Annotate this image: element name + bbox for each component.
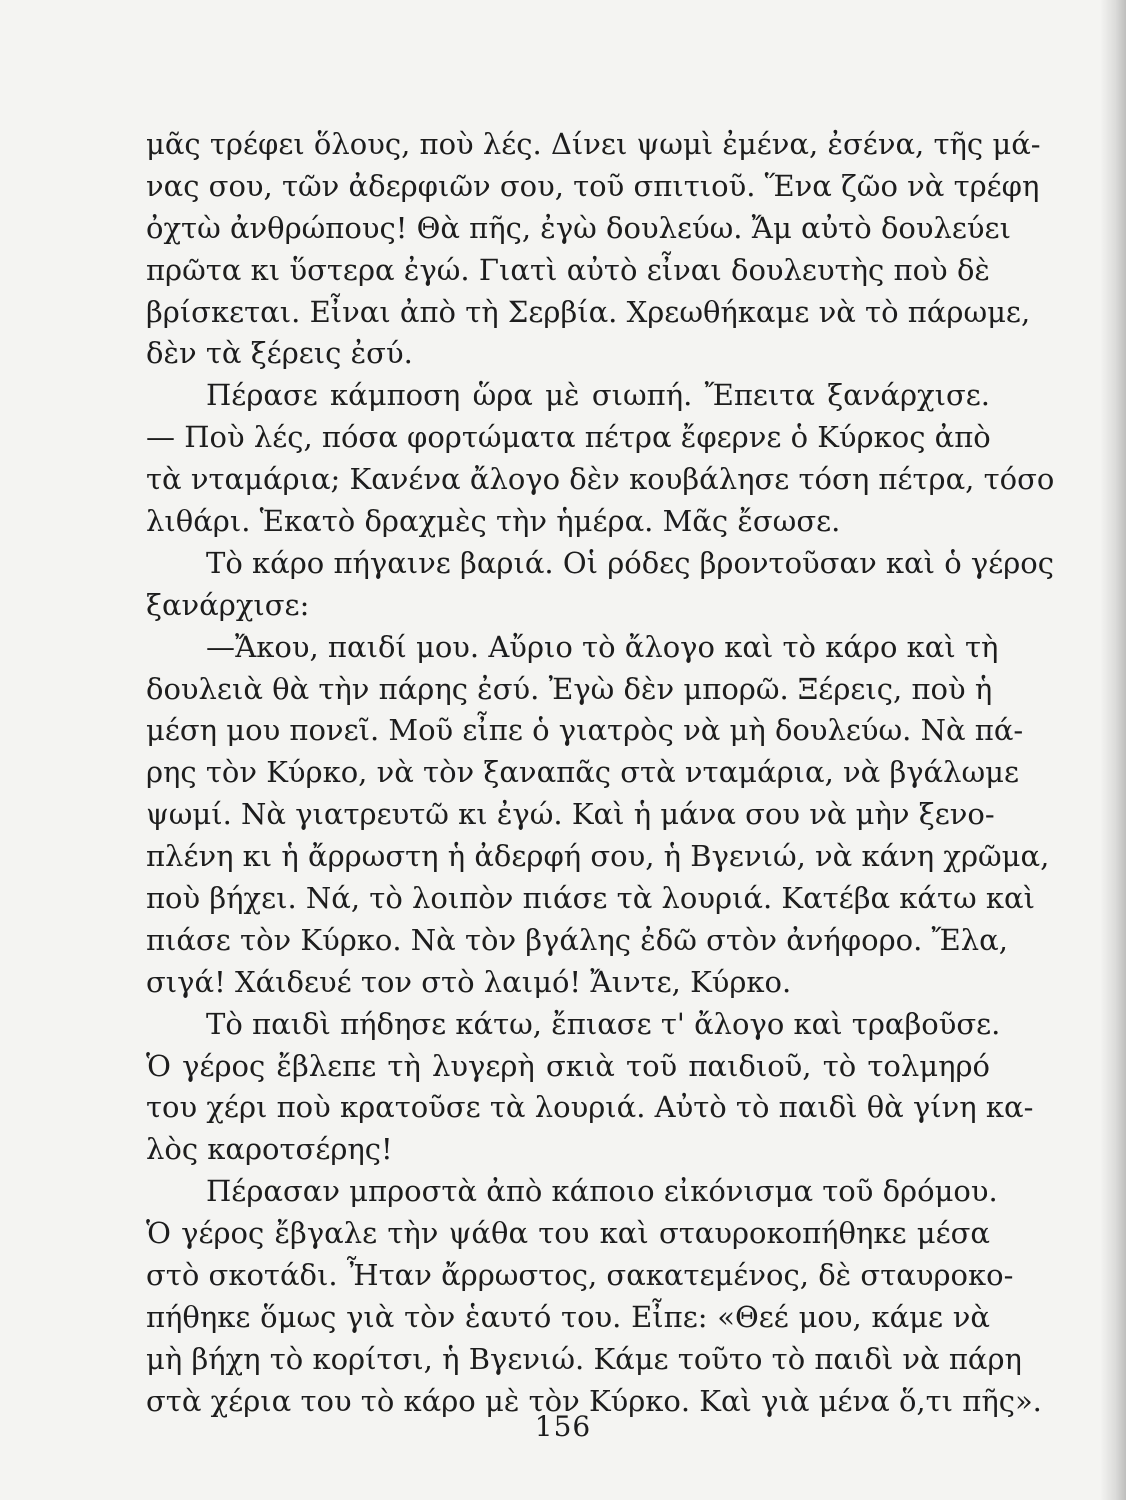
- text-line: Πέρασαν μπροστὰ ἀπὸ κάποιο εἰκόνισμα τοῦ δρόμου.: [206, 1174, 998, 1209]
- text-line: μέση μου πονεῖ. Μοῦ εἶπε ὁ γιατρὸς νὰ μὴ δουλεύω. Νὰ πά-: [146, 713, 1024, 748]
- text-line: δουλειὰ θὰ τὴν πάρης ἐσύ. Ἐγὼ δὲν μπορῶ. Ξέρεις, ποὺ ἡ: [146, 671, 993, 706]
- text-line: Ὁ γέρος ἔβγαλε τὴν ψάθα του καὶ σταυροκοπήθηκε μέσα: [146, 1216, 990, 1251]
- text-line: Πέρασε κάμποση ὥρα μὲ σιωπή. Ἔπειτα ξανάρχισε.: [206, 378, 990, 413]
- text-line: βρίσκεται. Εἶναι ἀπὸ τὴ Σερβία. Χρεωθήκαμε νὰ τὸ πάρωμε,: [146, 294, 1031, 329]
- text-line: του χέρι ποὺ κρατοῦσε τὰ λουριά. Αὐτὸ τὸ παιδὶ θὰ γίνη κα-: [146, 1090, 1034, 1125]
- text-line: ψωμί. Νὰ γιατρευτῶ κι ἐγώ. Καὶ ἡ μάνα σου νὰ μὴν ξενο-: [146, 797, 995, 832]
- text-line: στὰ χέρια του τὸ κάρο μὲ τὸν Κύρκο. Καὶ γιὰ μένα ὅ,τι πῆς».: [146, 1383, 1042, 1418]
- text-line: ὀχτὼ ἀνθρώπους! Θὰ πῆς, ἐγὼ δουλεύω. Ἄμ αὐτὸ δουλεύει: [146, 210, 1011, 245]
- text-line: μὴ βήχη τὸ κορίτσι, ἡ Βγενιώ. Κάμε τοῦτο τὸ παιδὶ νὰ πάρη: [146, 1341, 1022, 1376]
- text-line: ποὺ βήχει. Νά, τὸ λοιπὸν πιάσε τὰ λουριά. Κατέβα κάτω καὶ: [146, 881, 1035, 916]
- text-line: λὸς καροτσέρης!: [146, 1132, 393, 1167]
- body-text: [146, 124, 1055, 1423]
- text-line: —Ἄκου, παιδί μου. Αὔριο τὸ ἄλογο καὶ τὸ κάρο καὶ τὴ: [206, 629, 999, 664]
- text-line: δὲν τὰ ξέρεις ἐσύ.: [146, 336, 413, 371]
- text-line: στὸ σκοτάδι. Ἦταν ἄρρωστος, σακατεμένος, δὲ σταυροκο-: [146, 1258, 1014, 1293]
- text-line: πλένη κι ἡ ἄρρωστη ἡ ἀδερφή σου, ἡ Βγενιώ, νὰ κάνη χρῶμα,: [146, 839, 1050, 874]
- text-line: πήθηκε ὅμως γιὰ τὸν ἑαυτό του. Εἶπε: «Θεέ μου, κάμε νὰ: [146, 1299, 990, 1334]
- text-line: ρης τὸν Κύρκο, νὰ τὸν ξαναπᾶς στὰ νταμάρια, νὰ βγάλωμε: [146, 755, 1020, 790]
- text-line: τὰ νταμάρια; Κανένα ἄλογο δὲν κουβάλησε τόση πέτρα, τόσο: [146, 462, 1055, 497]
- text-line: Τὸ κάρο πήγαινε βαριά. Οἱ ρόδες βροντοῦσαν καὶ ὁ γέρος: [206, 545, 1054, 580]
- page-number: 156: [534, 1410, 592, 1443]
- text-line: Ὁ γέρος ἔβλεπε τὴ λυγερὴ σκιὰ τοῦ παιδιοῦ, τὸ τολμηρό: [146, 1048, 990, 1083]
- text-line: πρῶτα κι ὕστερα ἐγώ. Γιατὶ αὐτὸ εἶναι δουλευτὴς ποὺ δὲ: [146, 252, 990, 287]
- text-line: νας σου, τῶν ἀδερφιῶν σου, τοῦ σπιτιοῦ. Ἕνα ζῶο νὰ τρέφη: [146, 168, 1040, 203]
- text-line: ξανάρχισε:: [146, 587, 310, 622]
- page-binding-edge: [1100, 0, 1126, 1500]
- text-line: πιάσε τὸν Κύρκο. Νὰ τὸν βγάλης ἐδῶ στὸν ἀνήφορο. Ἔλα,: [146, 922, 1008, 957]
- text-line: μᾶς τρέφει ὅλους, ποὺ λές. Δίνει ψωμὶ ἐμένα, ἐσένα, τῆς μά-: [146, 127, 1041, 161]
- text-line: — Ποὺ λές, πόσα φορτώματα πέτρα ἔφερνε ὁ Κύρκος ἀπὸ: [146, 420, 991, 455]
- text-line: λιθάρι. Ἑκατὸ δραχμὲς τὴν ἡμέρα. Μᾶς ἔσωσε.: [146, 504, 841, 539]
- text-line: Τὸ παιδὶ πήδησε κάτω, ἔπιασε τ' ἄλογο καὶ τραβοῦσε.: [206, 1006, 1001, 1041]
- text-line: σιγά! Χάιδευέ τον στὸ λαιμό! Ἄιντε, Κύρκο.: [146, 964, 792, 999]
